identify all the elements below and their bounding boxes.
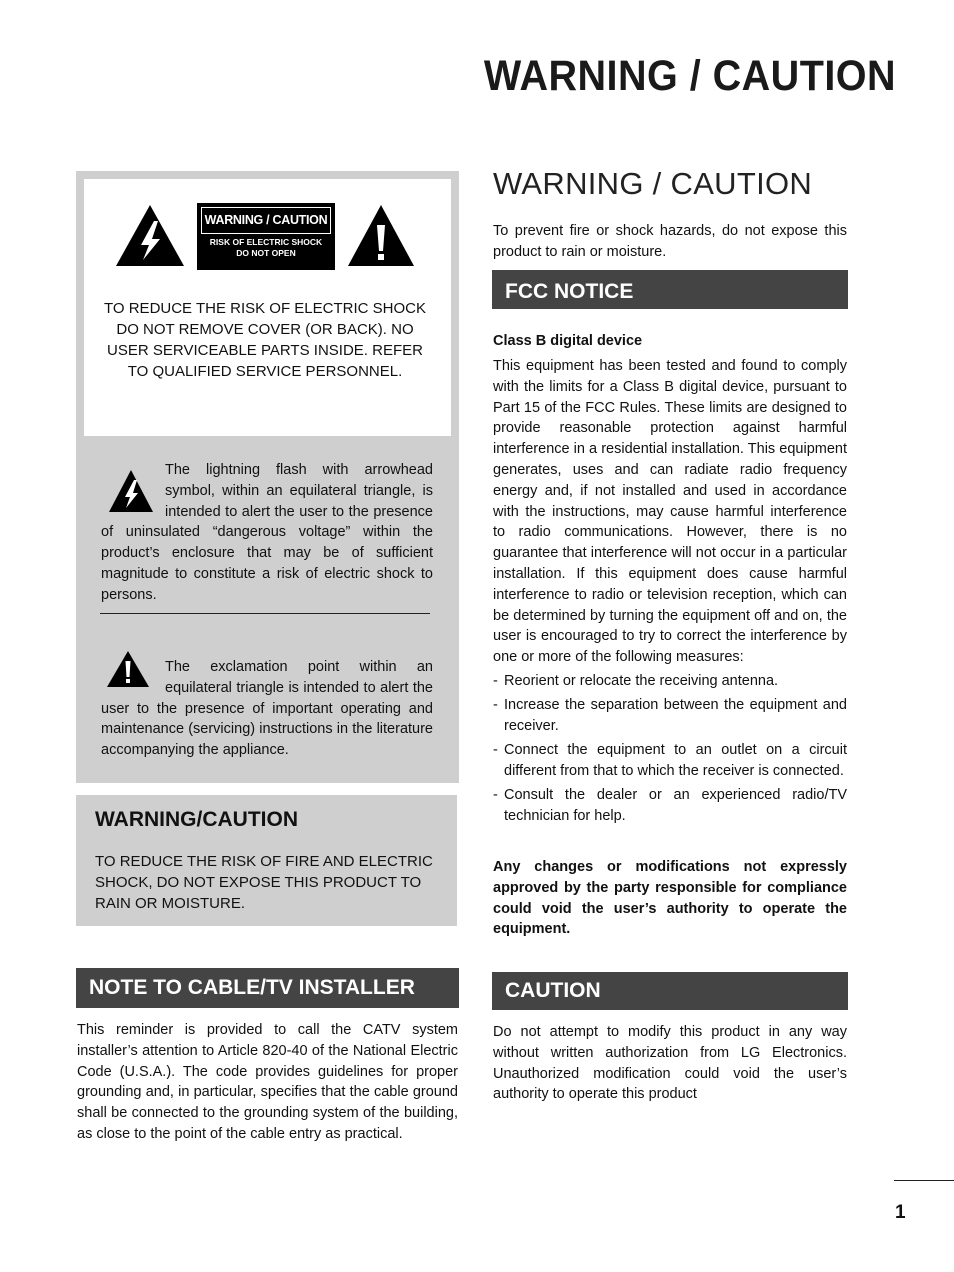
shock-warning-text: TO REDUCE THE RISK OF ELECTRIC SHOCK DO NOT REMOVE COVER (OR BACK). NO USER SERVICEABLE PARTS INSIDE. REFER TO QUALIFIED SERVICE PERSONNEL. [104,300,426,380]
exclamation-description [101,657,433,761]
label-subtitle [201,237,331,259]
measure-item: - Reorient or relocate the receiving antenna. [493,671,847,692]
label-line-2: DO NOT OPEN [236,248,296,258]
measure-item: - Connect the equipment to an outlet on a circuit different from that to which the receiver is connected. [493,740,847,782]
measure-text: Connect the equipment to an outlet on a circuit different from that to which the receiver is connected. [504,742,847,779]
label-title: WARNING / CAUTION [201,207,331,234]
measure-item: - Consult the dealer or an experienced radio/TV technician for help. [493,785,847,827]
symbol-divider [100,613,430,614]
class-b-heading: Class B digital device [493,333,643,349]
warning-caution-label [197,203,335,270]
exclamation-triangle-icon [346,203,416,268]
lightning-description [101,460,433,606]
modification-notice: Any changes or modifications not expressly approved by the party responsible for compliance could void the user’s authority to operate the equipment. [493,859,847,938]
lightning-text: The lightning flash with arrowhead symbol, within an equilateral triangle, is intended to alert the user to the presence of uninsulated “dangerous voltage” within the product’s enclosure that may be of sufficient magnitude to constitute a risk of electric shock to persons. [101,462,433,603]
caution-heading: CAUTION [492,972,848,1010]
lightning-small-icon [101,468,165,514]
lightning-triangle-icon [114,203,186,268]
page-number-rule [894,1180,954,1181]
intro-text: To prevent fire or shock hazards, do not expose this product to rain or moisture. [493,223,847,260]
exclamation-small-icon [101,645,165,691]
cable-installer-text: This reminder is provided to call the CATV system installer’s attention to Article 820-40 of the National Electric Code (U.S.A.). The code provides guidelines for proper grounding and, in particular, specifies that the cable ground shall be connected to the grounding system of the building, as close to the point of the cable entry as practical. [77,1022,458,1142]
caution-text: Do not attempt to modify this product in any way without written authorization from LG Electronics. Unauthorized modification could void the user’s authority to operate this product [493,1024,847,1103]
section-heading: WARNING / CAUTION [493,166,813,201]
measure-text: Reorient or relocate the receiving antenna. [504,673,779,689]
label-line-1: RISK OF ELECTRIC SHOCK [209,237,323,247]
exclamation-text: The exclamation point within an equilateral triangle is intended to alert the user to the presence of important operating and maintenance (servicing) instructions in the literature accompanying the appliance. [101,659,433,759]
warning-caution-text: TO REDUCE THE RISK OF FIRE AND ELECTRIC SHOCK, DO NOT EXPOSE THIS PRODUCT TO RAIN OR MOISTURE. [95,853,433,912]
warning-caution-title: WARNING/CAUTION [95,808,298,831]
measure-text: Consult the dealer or an experienced radio/TV technician for help. [504,787,847,824]
page-number: 1 [895,1202,906,1223]
measure-item: - Increase the separation between the equipment and receiver. [493,695,847,737]
measure-text: Increase the separation between the equipment and receiver. [504,697,847,734]
fcc-text: This equipment has been tested and found to comply with the limits for a Class B digital device, pursuant to Part 15 of the FCC Rules. These limits are designed to provide reasonable protection against harmful interference in a residential installation. This equipment generates, uses and can radiate radio frequency energy and, if not installed and used in accordance with the instructions, may cause harmful interference to radio communications. However, there is no guarantee that interference will not occur in a particular installation. If this equipment does cause harmful interference to radio or television reception, which can be determined by turning the equipment off and on, the user is encouraged to try to correct the interference by one or more of the following measures: [493,358,847,666]
fcc-notice-heading: FCC NOTICE [492,270,848,309]
cable-installer-heading: NOTE TO CABLE/TV INSTALLER [76,968,459,1008]
page-title: WARNING / CAUTION [483,52,896,100]
